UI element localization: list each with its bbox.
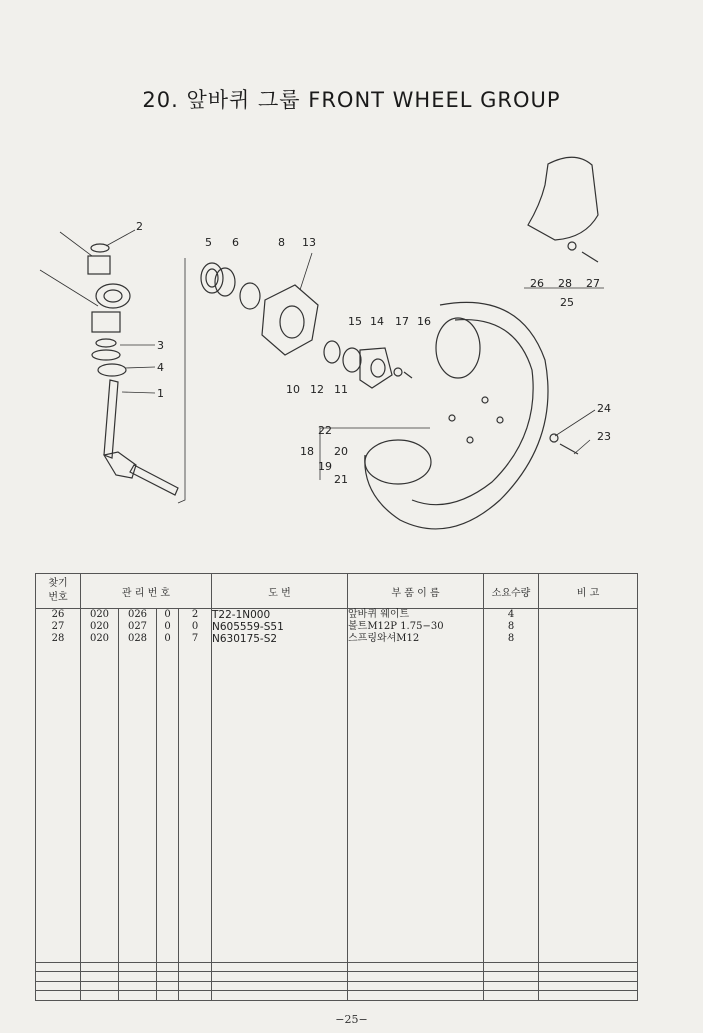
empty-cell (212, 962, 348, 972)
svg-text:16: 16 (417, 315, 431, 328)
svg-text:19: 19 (318, 460, 332, 473)
header-part-name: 부 품 이 름 (348, 574, 484, 609)
find-no-cell: 26 27 28 (36, 609, 81, 963)
empty-cell (179, 972, 212, 982)
svg-text:2: 2 (136, 220, 143, 233)
svg-text:8: 8 (278, 236, 285, 249)
exploded-parts-diagram (0, 120, 703, 560)
empty-cell (348, 981, 484, 991)
empty-cell (119, 981, 157, 991)
svg-text:5: 5 (205, 236, 212, 249)
header-quantity: 소요수량 (484, 574, 539, 609)
svg-text:13: 13 (302, 236, 316, 249)
quantity-cell: 4 8 8 (484, 609, 539, 963)
svg-text:24: 24 (597, 402, 611, 415)
empty-cell (348, 991, 484, 1001)
remarks-cell (539, 609, 638, 963)
page-number: −25− (335, 1013, 368, 1026)
svg-text:27: 27 (586, 277, 600, 290)
svg-text:22: 22 (318, 424, 332, 437)
svg-text:26: 26 (530, 277, 544, 290)
svg-text:12: 12 (310, 383, 324, 396)
svg-text:17: 17 (395, 315, 409, 328)
header-find-no: 찾기 번호 (36, 574, 81, 609)
empty-cell (212, 991, 348, 1001)
front-wheel-part (365, 302, 578, 529)
part-name-cell: 앞바퀴 웨이트 볼트M12P 1.75−30 스프링와셔M12 (348, 609, 484, 963)
empty-cell (157, 962, 179, 972)
table-row-empty (36, 981, 638, 991)
empty-cell (119, 991, 157, 1001)
table-row-empty (36, 972, 638, 982)
empty-cell (212, 981, 348, 991)
empty-cell (36, 991, 81, 1001)
empty-cell (484, 981, 539, 991)
empty-cell (119, 962, 157, 972)
empty-cell (484, 962, 539, 972)
svg-text:20: 20 (334, 445, 348, 458)
mgmt-code-2-cell: 026 027 028 (119, 609, 157, 963)
svg-text:21: 21 (334, 473, 348, 486)
empty-cell (539, 962, 638, 972)
empty-cell (179, 962, 212, 972)
empty-cell (36, 972, 81, 982)
table-row-empty (36, 991, 638, 1001)
svg-text:3: 3 (157, 339, 164, 352)
parts-table (35, 573, 638, 1001)
empty-cell (179, 981, 212, 991)
empty-cell (81, 981, 119, 991)
svg-text:6: 6 (232, 236, 239, 249)
svg-text:4: 4 (157, 361, 164, 374)
callout-labels (136, 220, 611, 486)
header-drawing-no: 도 번 (212, 574, 348, 609)
empty-cell (539, 972, 638, 982)
empty-cell (179, 991, 212, 1001)
empty-cell (484, 991, 539, 1001)
empty-cell (539, 991, 638, 1001)
empty-cell (484, 972, 539, 982)
empty-cell (157, 972, 179, 982)
svg-text:14: 14 (370, 315, 384, 328)
empty-cell (81, 962, 119, 972)
svg-text:11: 11 (334, 383, 348, 396)
svg-text:15: 15 (348, 315, 362, 328)
table-row (36, 609, 638, 963)
table-header-row (36, 574, 638, 609)
svg-text:23: 23 (597, 430, 611, 443)
empty-cell (81, 991, 119, 1001)
wheel-weight-part (528, 157, 598, 262)
empty-cell (157, 981, 179, 991)
empty-cell (119, 972, 157, 982)
svg-text:25: 25 (560, 296, 574, 309)
header-remarks: 비 고 (539, 574, 638, 609)
drawing-no-cell: T22-1N000 N605559-S51 N630175-S2 (212, 609, 348, 963)
mgmt-code-1-cell: 020 020 020 (81, 609, 119, 963)
svg-text:1: 1 (157, 387, 164, 400)
mgmt-code-4-cell: 2 0 7 (179, 609, 212, 963)
empty-cell (348, 962, 484, 972)
header-management-no: 관 리 번 호 (81, 574, 212, 609)
page-title: 20. 앞바퀴 그룹 FRONT WHEEL GROUP (142, 88, 561, 112)
svg-text:28: 28 (558, 277, 572, 290)
steering-knuckle-part (88, 244, 178, 495)
svg-text:10: 10 (286, 383, 300, 396)
mgmt-code-3-cell: 0 0 0 (157, 609, 179, 963)
empty-cell (36, 962, 81, 972)
empty-cell (348, 972, 484, 982)
empty-cell (539, 981, 638, 991)
empty-cell (81, 972, 119, 982)
empty-cell (157, 991, 179, 1001)
table-row-empty (36, 962, 638, 972)
empty-cell (36, 981, 81, 991)
empty-cell (212, 972, 348, 982)
svg-text:18: 18 (300, 445, 314, 458)
